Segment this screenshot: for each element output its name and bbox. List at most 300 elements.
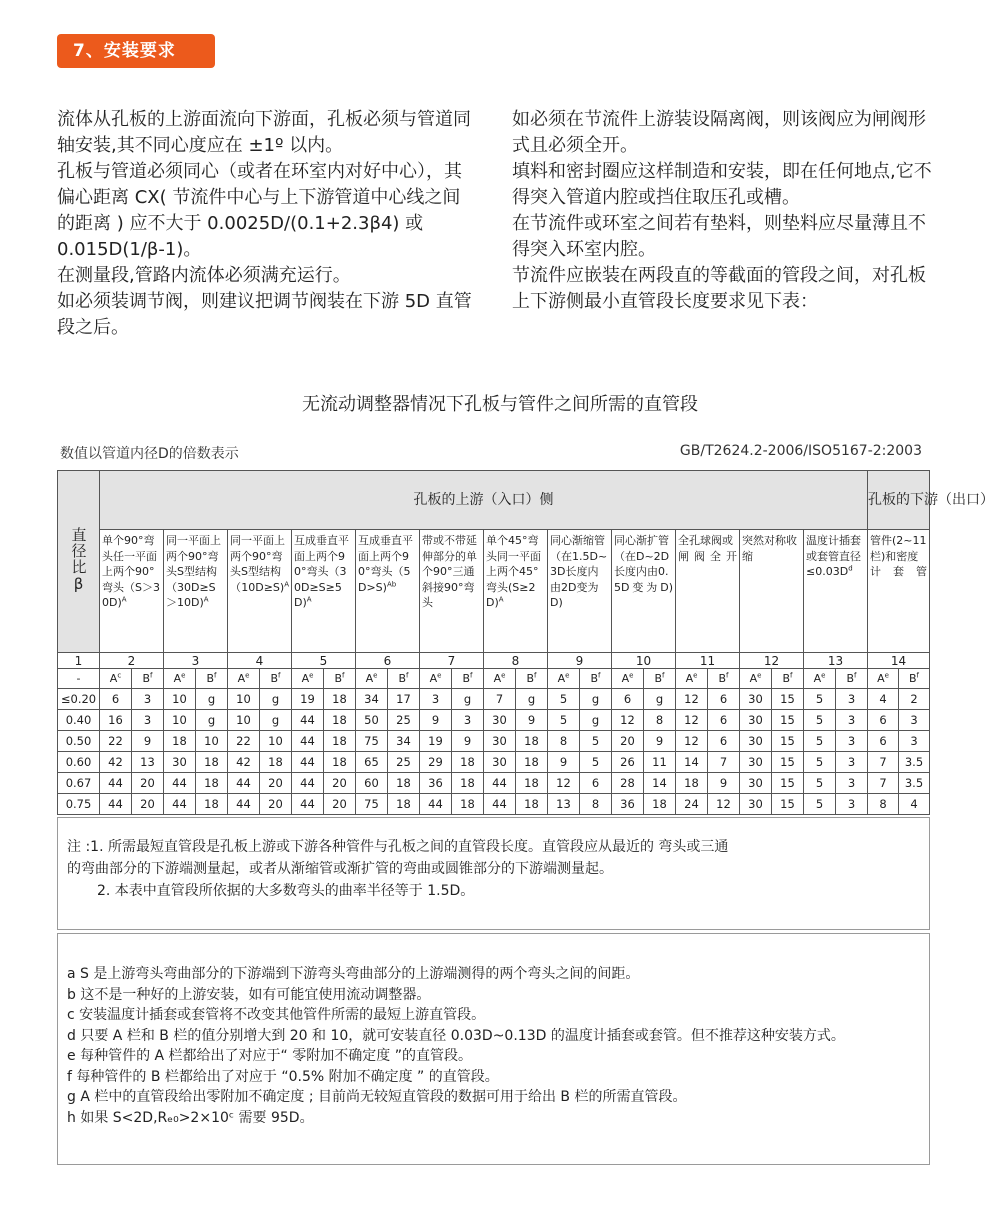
note-line: 2. 本表中直管段所依据的大多数弯头的曲率半径等于 1.5D。: [97, 883, 475, 899]
fitting-description: 互成垂直平面上两个90°弯头（30D≥S≥5D): [294, 534, 349, 609]
fitting-column-header: [676, 530, 740, 653]
table-row: [58, 752, 930, 773]
sub-a-label: A: [301, 671, 310, 685]
sub-a-sup: e: [821, 670, 826, 679]
length-value: 18: [196, 752, 228, 773]
length-value: 42: [228, 752, 260, 773]
length-value: 20: [612, 731, 644, 752]
footnote-marker: A: [203, 595, 209, 604]
footnote: a S 是上游弯头弯曲部分的下游端到下游弯头弯曲部分的上游端测得的两个弯头之间的间距。: [67, 966, 640, 982]
sub-header-b: [899, 669, 930, 689]
length-value: 75: [356, 794, 388, 815]
footnote-marker: A: [284, 579, 289, 588]
column-number: 2: [100, 653, 164, 669]
fitting-description: 单个90°弯头任一平面上两个90°弯头（S＞30D): [102, 534, 160, 609]
length-value: 3.5: [899, 773, 930, 794]
length-value: 3: [836, 752, 868, 773]
column-number: 9: [548, 653, 612, 669]
sub-header-a: [612, 669, 644, 689]
length-value: 30: [164, 752, 196, 773]
sub-b-label: B: [526, 671, 535, 685]
sub-a-sup: e: [309, 670, 314, 679]
fitting-description: 同一平面上两个90°弯头S型结构（30D≥S＞10D): [166, 534, 221, 609]
fitting-description: 温度计插套或套管直径≤0.03D: [806, 534, 861, 578]
length-value: 12: [676, 689, 708, 710]
length-value: 9: [644, 731, 676, 752]
length-value: 22: [100, 731, 132, 752]
length-value: g: [580, 710, 612, 731]
length-value: 18: [516, 794, 548, 815]
length-value: 7: [868, 752, 899, 773]
column-number: 4: [228, 653, 292, 669]
sub-a-sup: e: [629, 670, 634, 679]
footnote: d 只要 A 栏和 B 栏的值分别增大到 20 和 10，就可安装直径 0.03D~0.13D 的温度计插套或套管。但不推荐这种安装方式。: [67, 1027, 845, 1044]
length-value: 5: [548, 710, 580, 731]
length-value: 2: [899, 689, 930, 710]
length-value: 36: [612, 794, 644, 815]
footnote-marker: A: [498, 595, 504, 604]
length-value: 9: [420, 710, 452, 731]
length-value: 44: [484, 794, 516, 815]
table-row: [58, 794, 930, 815]
sub-a-label: A: [557, 671, 566, 685]
length-value: 44: [100, 794, 132, 815]
length-value: 18: [324, 689, 356, 710]
sub-header-b: [132, 669, 164, 689]
footnote: f 每种管件的 B 栏都给出了对应于 “0.5% 附加不确定度 ” 的直管段。: [67, 1068, 499, 1085]
length-value: 44: [292, 731, 324, 752]
fitting-description: 同心渐缩管（在1.5D~3D长度内由2D变为D): [550, 534, 608, 609]
sub-header-a: [420, 669, 452, 689]
sub-b-label: B: [590, 671, 599, 685]
length-value: 4: [899, 794, 930, 815]
length-value: 44: [228, 773, 260, 794]
footnote-marker: A: [121, 595, 127, 604]
column-number: 12: [740, 653, 804, 669]
length-value: 6: [708, 689, 740, 710]
note-line: 注 :1. 所需最短直管段是孔板上游或下游各种管件与孔板之间的直管段长度。直管段应从最近的 弯头或三通: [67, 839, 729, 855]
sub-b-label: B: [142, 671, 151, 685]
length-value: 7: [868, 773, 899, 794]
length-value: 17: [388, 689, 420, 710]
length-value: 18: [676, 773, 708, 794]
sub-a-label: A: [685, 671, 694, 685]
sub-b-label: B: [654, 671, 663, 685]
sub-b-sup: f: [470, 670, 473, 679]
fitting-column-header: [420, 530, 484, 653]
length-value: g: [452, 689, 484, 710]
footnote: g A 栏中的直管段给出零附加不确定度 ; 目前尚无较短直管段的数据可用于给出 B 栏的所需直管段。: [67, 1089, 687, 1105]
length-value: 6: [868, 731, 899, 752]
length-value: g: [260, 710, 292, 731]
fitting-column-header: [868, 530, 930, 653]
sub-a-sup: e: [565, 670, 570, 679]
length-value: 30: [740, 689, 772, 710]
length-value: 5: [804, 794, 836, 815]
length-value: 42: [100, 752, 132, 773]
length-value: 10: [228, 689, 260, 710]
length-value: 12: [612, 710, 644, 731]
length-value: 12: [676, 710, 708, 731]
sub-header-a: [356, 669, 388, 689]
length-value: 44: [100, 773, 132, 794]
length-value: 19: [292, 689, 324, 710]
length-value: 12: [548, 773, 580, 794]
length-value: 5: [804, 689, 836, 710]
footnote: c 安装温度计插套或套管将不改变其他管件所需的最短上游直管段。: [67, 1007, 486, 1023]
column-number: 3: [164, 653, 228, 669]
column-number: 10: [612, 653, 676, 669]
table-row: [58, 710, 930, 731]
footnote-marker: A: [306, 595, 312, 604]
sub-b-label: B: [462, 671, 471, 685]
length-value: 8: [580, 794, 612, 815]
length-value: 10: [196, 731, 228, 752]
right-column: [512, 107, 932, 315]
length-value: 44: [292, 752, 324, 773]
note-line: 的弯曲部分的下游端测量起，或者从渐缩管或渐扩管的弯曲或圆锥部分的下游端测量起。: [67, 861, 613, 877]
length-value: 18: [516, 731, 548, 752]
fitting-description: 单个45°弯头同一平面上两个45°弯头(S≥2D): [486, 534, 541, 609]
length-value: g: [644, 689, 676, 710]
left-column: [57, 107, 477, 341]
length-value: 24: [676, 794, 708, 815]
column-number: 5: [292, 653, 356, 669]
length-value: 44: [164, 773, 196, 794]
sub-a-label: A: [877, 671, 885, 685]
length-value: 20: [324, 794, 356, 815]
length-value: 5: [580, 731, 612, 752]
column-number: 7: [420, 653, 484, 669]
sub-header-b: [324, 669, 356, 689]
length-value: 18: [644, 794, 676, 815]
length-value: 12: [676, 731, 708, 752]
length-value: 15: [772, 773, 804, 794]
sub-b-sup: f: [790, 670, 793, 679]
length-value: 14: [676, 752, 708, 773]
beta-value: 0.67: [58, 773, 100, 794]
beta-value: 0.75: [58, 794, 100, 815]
sub-header-b: [388, 669, 420, 689]
sub-header-dash: -: [58, 669, 100, 689]
sub-header-a: [740, 669, 772, 689]
length-value: 15: [772, 710, 804, 731]
paragraph: 在测量段,管路内流体必须满充运行。: [57, 265, 351, 286]
sub-a-label: A: [173, 671, 182, 685]
length-value: 9: [548, 752, 580, 773]
sub-header-a: [868, 669, 899, 689]
length-value: 15: [772, 689, 804, 710]
beta-value: 0.50: [58, 731, 100, 752]
fitting-description: 突然对称收缩: [742, 534, 797, 563]
length-value: 50: [356, 710, 388, 731]
fitting-column-header: [292, 530, 356, 653]
length-value: 30: [740, 731, 772, 752]
length-value: 44: [228, 794, 260, 815]
sub-a-sup: e: [181, 670, 186, 679]
length-value: 20: [324, 773, 356, 794]
length-value: 13: [132, 752, 164, 773]
paragraph: 节流件应嵌装在两段直的等截面的管段之间，对孔板上下游侧最小直管段长度要求见下表：: [512, 265, 926, 312]
length-value: 9: [452, 731, 484, 752]
length-value: 7: [708, 752, 740, 773]
length-value: 34: [388, 731, 420, 752]
length-value: 6: [100, 689, 132, 710]
sub-header-a: [228, 669, 260, 689]
length-value: 14: [644, 773, 676, 794]
length-value: 10: [164, 710, 196, 731]
sub-b-sup: f: [150, 670, 153, 679]
table-unit-note: 数值以管道内径D的倍数表示: [60, 446, 239, 462]
sub-a-sup: e: [437, 670, 442, 679]
sub-header-a: [164, 669, 196, 689]
length-value: 11: [644, 752, 676, 773]
length-value: 9: [132, 731, 164, 752]
sub-b-sup: f: [278, 670, 281, 679]
length-value: 10: [164, 689, 196, 710]
fitting-column-header: [164, 530, 228, 653]
sub-b-label: B: [908, 671, 917, 685]
table-row: [58, 773, 930, 794]
length-value: 75: [356, 731, 388, 752]
sub-b-label: B: [334, 671, 343, 685]
length-value: 3: [420, 689, 452, 710]
length-value: 34: [356, 689, 388, 710]
sub-b-sup: f: [916, 670, 919, 679]
length-value: 15: [772, 794, 804, 815]
sub-header-a: [676, 669, 708, 689]
fitting-column-header: [612, 530, 676, 653]
length-value: 5: [804, 731, 836, 752]
sub-a-label: A: [621, 671, 630, 685]
length-value: 12: [708, 794, 740, 815]
fitting-description: 同一平面上两个90°弯头S型结构（10D≥S): [230, 534, 285, 594]
sub-header-a: [100, 669, 132, 689]
length-value: 3: [132, 689, 164, 710]
length-value: 44: [292, 710, 324, 731]
sub-header-a: [292, 669, 324, 689]
length-value: g: [516, 689, 548, 710]
upstream-header: 孔板的上游（入口）侧: [100, 471, 868, 530]
sub-header-b: [516, 669, 548, 689]
column-number: 8: [484, 653, 548, 669]
sub-b-label: B: [846, 671, 855, 685]
length-value: 16: [100, 710, 132, 731]
sub-a-label: A: [109, 671, 118, 685]
length-value: 5: [804, 773, 836, 794]
paragraph: 孔板与管道必须同心（或者在环室内对好中心），其偏心距离 CX( 节流件中心与上下游管道中心线之间的距离 ) 应不大于 0.0025D/(0.1+2.3β4) 或 0.015D(1/β-1)。: [57, 161, 462, 260]
length-value: 10: [228, 710, 260, 731]
length-value: 6: [708, 710, 740, 731]
length-value: 15: [772, 752, 804, 773]
straight-length-table: [57, 470, 994, 815]
length-value: 19: [420, 731, 452, 752]
sub-b-sup: f: [406, 670, 409, 679]
sub-a-sup: e: [373, 670, 378, 679]
sub-a-sup: c: [117, 670, 122, 679]
length-value: 5: [548, 689, 580, 710]
footnote: e 每种管件的 A 栏都给出了对应于“ 零附加不确定度 ”的直管段。: [67, 1048, 472, 1064]
sub-b-sup: f: [214, 670, 217, 679]
sub-header-b: [644, 669, 676, 689]
length-value: 5: [804, 752, 836, 773]
notes-box: [57, 817, 930, 930]
footnote: h 如果 S<2D,Rₑ₀>2×10ᶜ 需要 95D。: [67, 1109, 314, 1126]
fitting-column-header: [484, 530, 548, 653]
sub-a-label: A: [813, 671, 822, 685]
length-value: 6: [708, 731, 740, 752]
downstream-header: 孔板的下游（出口）: [868, 471, 930, 530]
sub-b-label: B: [782, 671, 791, 685]
footnote-marker: Ab: [386, 579, 397, 588]
paragraph: 流体从孔板的上游面流向下游面，孔板必须与管道同轴安装,其不同心度应在 ±1º 以内。: [57, 109, 471, 156]
sub-header-b: [580, 669, 612, 689]
sub-b-label: B: [270, 671, 279, 685]
length-value: 6: [612, 689, 644, 710]
length-value: 30: [740, 710, 772, 731]
length-value: 15: [772, 731, 804, 752]
length-value: 5: [580, 752, 612, 773]
sub-b-label: B: [206, 671, 215, 685]
sub-header-a: [804, 669, 836, 689]
length-value: 25: [388, 710, 420, 731]
sub-a-sup: e: [501, 670, 506, 679]
sub-b-label: B: [718, 671, 727, 685]
length-value: g: [196, 689, 228, 710]
fitting-description: 带或不带延伸部分的单个90°三通斜接90°弯头: [422, 534, 477, 609]
paragraph: 如必须在节流件上游装设隔离阀，则该阀应为闸阀形式且必须全开。: [512, 109, 926, 156]
fitting-column-header: [228, 530, 292, 653]
length-value: g: [580, 689, 612, 710]
sub-a-sup: e: [757, 670, 762, 679]
sub-b-sup: f: [854, 670, 857, 679]
length-value: 60: [356, 773, 388, 794]
length-value: 44: [292, 794, 324, 815]
fitting-column-header: [804, 530, 868, 653]
sub-header-a: [484, 669, 516, 689]
sub-b-sup: f: [534, 670, 537, 679]
length-value: 44: [420, 794, 452, 815]
sub-b-sup: f: [726, 670, 729, 679]
table-standard: GB/T2624.2-2006/ISO5167-2:2003: [679, 443, 922, 459]
length-value: 18: [388, 794, 420, 815]
length-value: 20: [132, 794, 164, 815]
length-value: 6: [868, 710, 899, 731]
length-value: 18: [324, 752, 356, 773]
fitting-description: 互成垂直平面上两个90°弯头（5D>S): [358, 534, 413, 594]
length-value: g: [196, 710, 228, 731]
length-value: 5: [804, 710, 836, 731]
length-value: 30: [484, 731, 516, 752]
length-value: 30: [740, 794, 772, 815]
sub-header-b: [772, 669, 804, 689]
beta-value: ≤0.20: [58, 689, 100, 710]
length-value: 20: [260, 794, 292, 815]
length-value: 8: [548, 731, 580, 752]
length-value: 8: [868, 794, 899, 815]
fitting-column-header: [740, 530, 804, 653]
length-value: 18: [452, 752, 484, 773]
length-value: 3: [836, 710, 868, 731]
length-value: 36: [420, 773, 452, 794]
sub-b-sup: f: [662, 670, 665, 679]
table-row: [58, 731, 930, 752]
length-value: 3: [452, 710, 484, 731]
length-value: 18: [452, 773, 484, 794]
fitting-column-header: [356, 530, 420, 653]
length-value: 28: [612, 773, 644, 794]
sub-b-sup: f: [342, 670, 345, 679]
length-value: 3: [836, 773, 868, 794]
paragraph: 填料和密封圈应这样制造和安装，即在任何地点,它不得突入管道内腔或挡住取压孔或槽。: [512, 161, 932, 208]
sub-header-b: [836, 669, 868, 689]
length-value: 44: [164, 794, 196, 815]
sub-a-sup: e: [245, 670, 250, 679]
column-number: 6: [356, 653, 420, 669]
sub-header-b: [196, 669, 228, 689]
sub-b-label: B: [398, 671, 407, 685]
sub-a-label: A: [493, 671, 502, 685]
footnotes-box: [57, 933, 930, 1165]
length-value: 10: [260, 731, 292, 752]
length-value: 65: [356, 752, 388, 773]
length-value: 18: [516, 752, 548, 773]
length-value: 20: [132, 773, 164, 794]
length-value: 25: [388, 752, 420, 773]
sub-header-b: [452, 669, 484, 689]
length-value: g: [260, 689, 292, 710]
length-value: 3: [132, 710, 164, 731]
sub-a-sup: e: [693, 670, 698, 679]
length-value: 18: [196, 773, 228, 794]
sub-header-b: [260, 669, 292, 689]
length-value: 18: [164, 731, 196, 752]
beta-value: 0.40: [58, 710, 100, 731]
length-value: 18: [516, 773, 548, 794]
length-value: 3: [899, 710, 930, 731]
length-value: 18: [324, 710, 356, 731]
length-value: 3: [836, 731, 868, 752]
beta-header: 直径比β: [58, 471, 100, 653]
length-value: 18: [388, 773, 420, 794]
table-caption: 无流动调整器情况下孔板与管件之间所需的直管段: [302, 394, 698, 415]
length-value: 3: [836, 689, 868, 710]
sub-a-sup: e: [884, 670, 889, 679]
sub-a-label: A: [365, 671, 374, 685]
length-value: 26: [612, 752, 644, 773]
length-value: 6: [580, 773, 612, 794]
length-value: 8: [644, 710, 676, 731]
footnote-marker: d: [848, 564, 853, 573]
column-number: 11: [676, 653, 740, 669]
sub-a-label: A: [429, 671, 438, 685]
beta-value: 0.60: [58, 752, 100, 773]
fitting-column-header: [548, 530, 612, 653]
length-value: 18: [196, 794, 228, 815]
column-number: 14: [868, 653, 930, 669]
length-value: 3: [836, 794, 868, 815]
sub-header-b: [708, 669, 740, 689]
paragraph: 如必须装调节阀，则建议把调节阀装在下游 5D 直管段之后。: [57, 291, 472, 338]
paragraph: 在节流件或环室之间若有垫料，则垫料应尽量薄且不得突入环室内腔。: [512, 213, 926, 260]
length-value: 9: [516, 710, 548, 731]
footnote: b 这不是一种好的上游安装，如有可能宜使用流动调整器。: [67, 986, 431, 1003]
length-value: 20: [260, 773, 292, 794]
length-value: 18: [260, 752, 292, 773]
length-value: 44: [484, 773, 516, 794]
length-value: 29: [420, 752, 452, 773]
length-value: 13: [548, 794, 580, 815]
